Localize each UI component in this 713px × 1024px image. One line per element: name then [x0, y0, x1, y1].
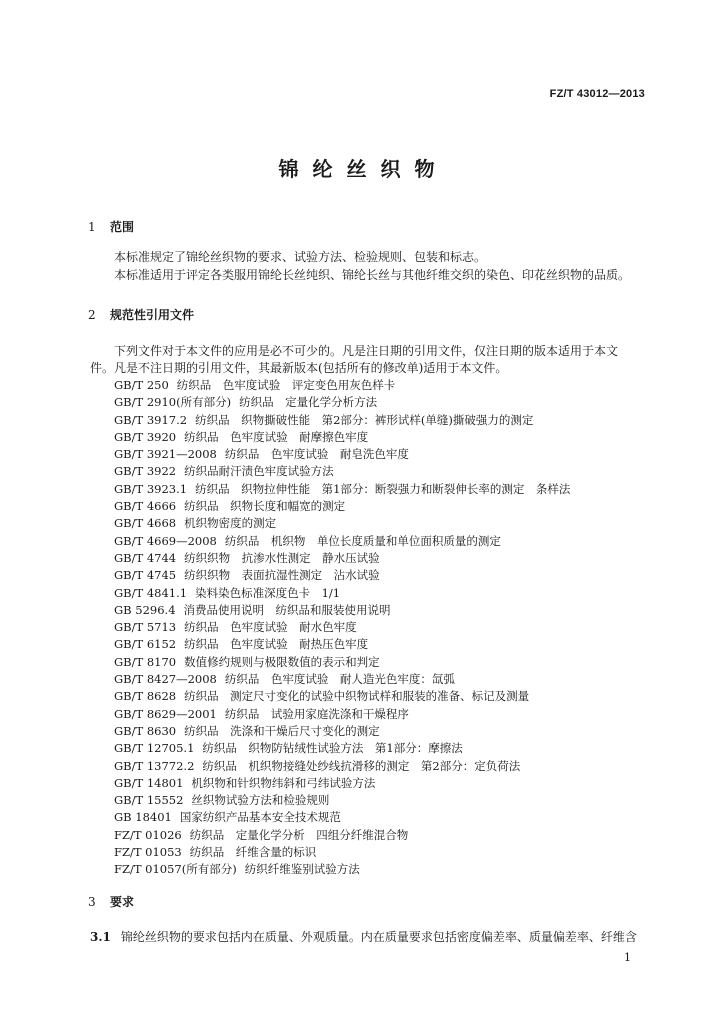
reference-name: 数值修约规则与极限数值的表示和判定 — [184, 654, 380, 669]
reference-item — [114, 515, 570, 532]
reference-item — [114, 844, 570, 861]
reference-item — [114, 567, 570, 584]
section-number: 1 — [88, 220, 96, 234]
reference-name: 机织物和针织物纬斜和弓纬试验方法 — [191, 775, 376, 790]
reference-name: 纺织品 色牢度试验 耐热压色牢度 — [184, 637, 369, 652]
section-number: 2 — [88, 308, 96, 322]
reference-name: 染料染色标准深度色卡 1/1 — [195, 585, 341, 600]
reference-code: GB/T 4668 — [114, 516, 177, 531]
reference-code: GB/T 4745 — [114, 568, 177, 583]
section-title: 范围 — [110, 220, 135, 234]
section-title: 规范性引用文件 — [110, 308, 195, 322]
reference-name: 纺织品 织物拉伸性能 第1部分：断裂强力和断裂伸长率的测定 条样法 — [195, 481, 571, 496]
section-1-heading — [88, 218, 134, 235]
reference-code: FZ/T 01057(所有部分) — [114, 862, 237, 877]
reference-item — [114, 446, 570, 463]
standard-code: FZ/T 43012—2013 — [549, 88, 645, 100]
reference-code: GB/T 8427—2008 — [114, 672, 217, 687]
reference-code: GB/T 4841.1 — [114, 585, 188, 600]
section-1-para-2: 本标准适用于评定各类服用锦纶长丝纯织、锦纶长丝与其他纤维交织的染色、印花丝织物的品质。 — [114, 268, 631, 282]
reference-name: 纺织品 纤维含量的标识 — [189, 845, 317, 860]
reference-code: GB/T 3922 — [114, 464, 177, 479]
reference-code: GB/T 4744 — [114, 550, 177, 565]
section-2-heading — [88, 306, 194, 323]
reference-code: GB/T 15552 — [114, 793, 184, 808]
reference-item — [114, 429, 570, 446]
reference-item — [114, 671, 570, 688]
reference-item — [114, 550, 570, 567]
reference-code: GB/T 8170 — [114, 654, 177, 669]
section-2-intro-line-2: 件。凡是不注日期的引用文件，其最新版本(包括所有的修改单)适用于本文件。 — [90, 361, 508, 375]
reference-name: 消费品使用说明 纺织品和服装使用说明 — [183, 602, 391, 617]
reference-item — [114, 412, 570, 429]
page-number: 1 — [624, 951, 631, 964]
reference-name: 机织物密度的测定 — [184, 516, 277, 531]
reference-item — [114, 498, 570, 515]
reference-name: 纺织品 洗涤和干燥后尺寸变化的测定 — [184, 723, 380, 738]
reference-item — [114, 619, 570, 636]
reference-code: GB/T 5713 — [114, 620, 177, 635]
reference-name: 纺织品耐汗渍色牢度试验方法 — [184, 464, 334, 479]
reference-item — [114, 585, 570, 602]
clause-number: 3.1 — [90, 930, 111, 944]
reference-code: GB/T 3920 — [114, 429, 177, 444]
reference-name: 纺织织物 表面抗湿性测定 沾水试验 — [184, 568, 380, 583]
reference-name: 丝织物试验方法和检验规则 — [191, 793, 330, 808]
reference-list — [114, 377, 570, 879]
reference-name: 纺织品 定量化学分析 四组分纤维混合物 — [189, 827, 409, 842]
reference-code: GB/T 8628 — [114, 689, 177, 704]
reference-name: 纺织纤维鉴别试验方法 — [244, 862, 360, 877]
reference-item — [114, 463, 570, 480]
reference-item — [114, 809, 570, 826]
reference-code: GB/T 8629—2001 — [114, 706, 217, 721]
clause-text: 锦纶丝织物的要求包括内在质量、外观质量。内在质量要求包括密度偏差率、质量偏差率、纤维含 — [120, 930, 637, 944]
reference-code: GB/T 8630 — [114, 723, 177, 738]
reference-code: FZ/T 01026 — [114, 827, 182, 842]
reference-name: 纺织品 织物防钻绒性试验方法 第1部分：摩擦法 — [202, 741, 463, 756]
reference-code: GB/T 250 — [114, 378, 169, 392]
reference-name: 纺织品 机织物 单位长度质量和单位面积质量的测定 — [224, 533, 501, 548]
reference-code: GB/T 3921—2008 — [114, 447, 217, 462]
reference-item — [114, 533, 570, 550]
reference-name: 纺织品 机织物接缝处纱线抗滑移的测定 第2部分：定负荷法 — [202, 758, 521, 773]
reference-code: GB/T 2910(所有部分) — [114, 395, 232, 410]
reference-item — [114, 602, 570, 619]
section-title: 要求 — [110, 895, 135, 909]
reference-name: 国家纺织产品基本安全技术规范 — [179, 810, 341, 825]
reference-name: 纺织品 色牢度试验 耐水色牢度 — [184, 620, 357, 635]
section-number: 3 — [88, 895, 96, 909]
reference-item — [114, 481, 570, 498]
reference-item — [114, 740, 570, 757]
reference-item — [114, 654, 570, 671]
reference-code: FZ/T 01053 — [114, 845, 182, 860]
reference-code: GB/T 14801 — [114, 775, 184, 790]
reference-code: GB/T 6152 — [114, 637, 177, 652]
reference-code: GB/T 3923.1 — [114, 481, 188, 496]
reference-item — [114, 377, 570, 394]
section-1-para-1: 本标准规定了锦纶丝织物的要求、试验方法、检验规则、包装和标志。 — [114, 250, 487, 264]
reference-name: 纺织品 色牢度试验 评定变色用灰色样卡 — [176, 378, 396, 392]
reference-item — [114, 861, 570, 878]
reference-item — [114, 723, 570, 740]
reference-name: 纺织品 色牢度试验 耐皂洗色牢度 — [224, 447, 409, 462]
reference-item — [114, 688, 570, 705]
reference-item — [114, 758, 570, 775]
reference-code: GB/T 4669—2008 — [114, 533, 217, 548]
reference-code: GB 18401 — [114, 810, 172, 825]
reference-name: 纺织品 织物长度和幅宽的测定 — [184, 499, 346, 514]
reference-item — [114, 636, 570, 653]
reference-code: GB/T 4666 — [114, 499, 177, 514]
reference-name: 纺织品 织物撕破性能 第2部分：裤形试样(单缝)撕破强力的测定 — [195, 412, 534, 427]
reference-name: 纺织织物 抗渗水性测定 静水压试验 — [184, 550, 380, 565]
reference-code: GB/T 12705.1 — [114, 741, 195, 756]
reference-item — [114, 394, 570, 411]
clause-3-1 — [90, 928, 637, 945]
reference-code: GB/T 3917.2 — [114, 412, 188, 427]
reference-name: 纺织品 色牢度试验 耐人造光色牢度：氙弧 — [224, 672, 455, 687]
reference-item — [114, 775, 570, 792]
reference-item — [114, 706, 570, 723]
reference-name: 纺织品 测定尺寸变化的试验中织物试样和服装的准备、标记及测量 — [184, 689, 530, 704]
reference-code: GB 5296.4 — [114, 602, 176, 617]
document-title: 锦纶丝织物 — [278, 157, 449, 181]
reference-name: 纺织品 定量化学分析方法 — [239, 395, 378, 410]
reference-name: 纺织品 试验用家庭洗涤和干燥程序 — [224, 706, 409, 721]
reference-item — [114, 827, 570, 844]
section-3-heading — [88, 893, 134, 910]
reference-code: GB/T 13772.2 — [114, 758, 195, 773]
section-2-intro-line-1: 下列文件对于本文件的应用是必不可少的。凡是注日期的引用文件，仅注日期的版本适用于本文 — [114, 344, 619, 358]
reference-name: 纺织品 色牢度试验 耐摩擦色牢度 — [184, 429, 369, 444]
reference-item — [114, 792, 570, 809]
